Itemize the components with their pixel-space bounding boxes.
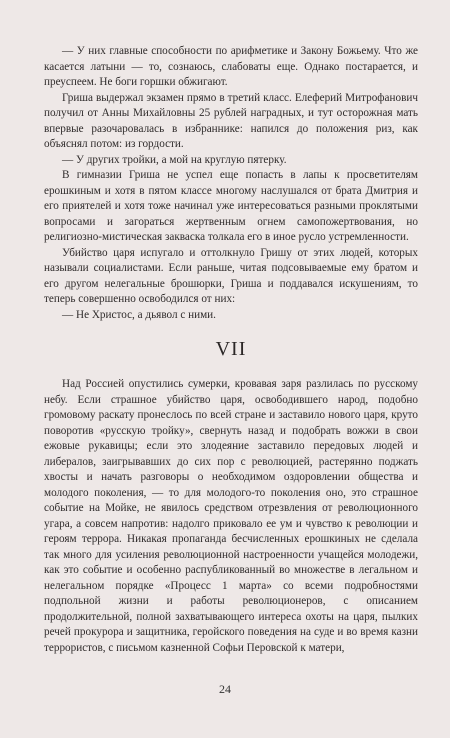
paragraph-dialogue-devil: — Не Христос, а дьявол с ними. — [62, 308, 216, 321]
paragraph-dialogue-five: — У других тройки, а мой на круглую пятерку. — [62, 153, 287, 166]
paragraph-russia-twilight: Над Россией опустились сумерки, кровавая заря разлилась по русскому небу. Если страшное убийство царя, освободившего народ, подобно громовому раскату пронеслось по всей стране и заставило нового царя, круто поворотив «русскую тройку», свернуть назад и подобрать вожжи в свои ежовые рукавицы; если это злодеяние заставило передовых людей и либералов, заигрывавших до сих пор с революцией, растерянно поджать хвосты и начать разговоры о необходимом оздоровлении общества и молодого поколения, — то для молодого-то поколения оно, это страшное событие на Мойке, не явилось средством отрезвления от революционного угара, а совсем напротив: надолго приковало ее ум и чувство к революции и героям террора. Никакая пропаганда бесчисленных ерошкиных не сделала так много для усиления революционной настроенности учащейся молодежи, как это событие и особенно распубликованный во множестве в легальном и нелегальном порядке «Процесс 1 марта» со всеми подробностями подпольной жизни и работы революционеров, с описанием продолжительной, полной захватывающего интереса охоты на царя, пылких речей прокурора и защитника, геройского поведения на суде и во время казни террористов, с письмом казненной Софьи Перовской к матери, — [44, 378, 418, 654]
paragraph-tsar-murder: Убийство царя испугало и оттолкнуло Гришу от этих людей, которых называли социалистами. Если раньше, читая подсовываемые ему братом и его другом нелегальные брошюрки, Гриша и поддавался искушениям, то теперь совершенно освободился от них: — [44, 246, 418, 305]
chapter-heading: VII — [215, 338, 247, 360]
page-body-text — [44, 44, 418, 656]
paragraph-gymnasium: В гимназии Гриша не успел еще попасть в лапы к просветителям ерошкиным и хотя в пятом классе многому наслушался от брата Дмитрия и его приятелей и хотя тоже начинал уже интересоваться разными проклятыми вопросами и загораться жертвенным огнем самопожертвования, но религиозно-мистическая закваска толкала его в иное русло устремленности. — [44, 169, 418, 243]
paragraph-exam: Гриша выдержал экзамен прямо в третий класс. Елеферий Митрофанович получил от Анны Михайловны 25 рублей наградных, и тут осторожная мать впервые разочаровалась в избраннике: напился до положения риз, как объяснял потом: из гордости. — [44, 91, 418, 150]
page-number: 24 — [219, 682, 231, 696]
paragraph-dialogue-arithmetic: — У них главные способности по арифметике и Закону Божьему. Что же касается латыни — то, сознаюсь, слабоваты еще. Однако постарается, и преуспеем. Не боги горшки обжигают. — [44, 45, 418, 88]
